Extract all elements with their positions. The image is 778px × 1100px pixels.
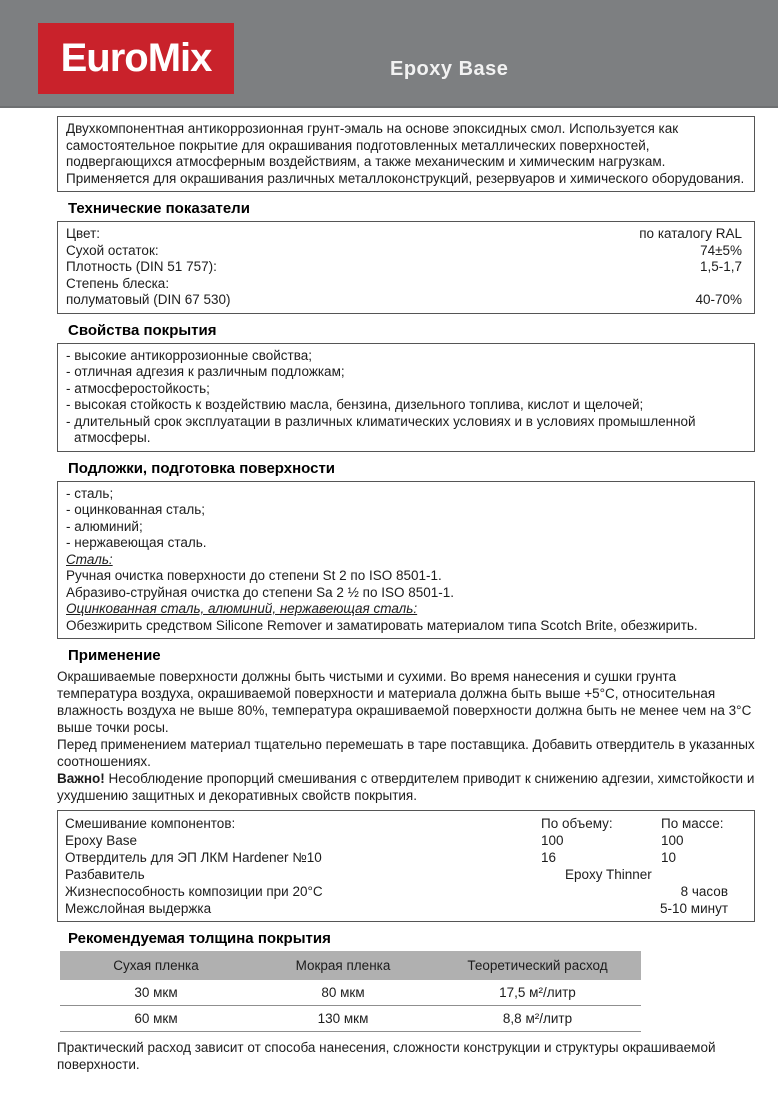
spec-value: 40-70% <box>695 292 742 307</box>
mixing-table <box>57 810 755 922</box>
substrates-heading: Подложки, подготовка поверхности <box>68 459 336 477</box>
thickness-wet-value: 130 мкм <box>252 1006 434 1032</box>
spec-label: полуматовый (DIN 67 530) <box>66 292 231 307</box>
thickness-header-row <box>60 951 641 980</box>
intro-box <box>57 116 755 192</box>
application-paragraph: Окрашиваемые поверхности должны быть чистыми и сухими. Во время нанесения и сушки грунта температура воздуха, окрашиваемой поверхности и материала должна быть выше +5°С, относительная влажность воздуха не выше 80%, температура окрашиваемой поверхности должна быть не менее чем на 3°С выше точки росы. <box>57 669 752 735</box>
properties-box <box>57 343 755 452</box>
thickness-dry-value: 30 мкм <box>60 980 252 1006</box>
interlayer-row <box>58 900 754 917</box>
spec-value: по каталогу RAL <box>639 226 742 241</box>
product-title: Epoxy Base <box>390 58 509 80</box>
spec-value <box>742 276 746 293</box>
page-header <box>0 0 778 108</box>
mixing-header-row <box>58 815 754 832</box>
euromix-logo <box>38 23 234 94</box>
substrate-item: - алюминий; <box>66 518 143 534</box>
intro-text: Двухкомпонентная антикоррозионная грунт-эмаль на основе эпоксидных смол. Используется как самостоятельное покрытие для окрашивания подготовленных металлических поверхностей, подвергающихся атмосферным воздействиям, а также механическим и химическим нагрузкам. Применяется для окрашивания различных металлоконструкций, резервуаров и химического оборудования. <box>66 121 745 186</box>
thickness-row <box>60 980 641 1006</box>
application-text <box>57 668 755 804</box>
thickness-row <box>60 1006 641 1032</box>
tech-table <box>57 221 755 314</box>
substrate-subheading-steel: Сталь: <box>66 551 113 567</box>
spec-value: 74±5% <box>700 242 742 258</box>
mixing-mass: 100 <box>661 833 684 848</box>
potlife-row <box>58 883 754 900</box>
mixing-label: Разбавитель <box>65 867 145 882</box>
spec-row <box>66 259 746 276</box>
thinner-value: Epoxy Thinner <box>565 867 652 882</box>
spec-row <box>66 226 746 243</box>
substrate-instruction: Абразиво-струйная очистка до степени Sa 2 ½ по ISO 8501-1. <box>66 584 455 600</box>
thickness-table <box>60 951 641 1032</box>
logo-text: EuroMix <box>60 36 212 80</box>
mixing-label: Жизнеспособность композиции при 20°С <box>65 884 323 899</box>
tech-heading: Технические показатели <box>68 200 250 217</box>
thickness-consumption-value: 17,5 м²/литр <box>434 980 641 1006</box>
property-item: - атмосферостойкость; <box>66 380 210 396</box>
application-important <box>57 770 755 804</box>
application-heading: Применение <box>68 647 161 664</box>
thinner-row <box>58 866 754 883</box>
content-area <box>57 108 755 1073</box>
important-text: Несоблюдение пропорций смешивания с отвердителем приводит к снижению адгезии, химстойкости и ухудшению защитных и декоративных свойств покрытия. <box>57 771 755 803</box>
spec-label: Плотность (DIN 51 757): <box>66 259 217 274</box>
substrates-box <box>57 481 755 640</box>
important-label: Важно! <box>57 771 105 786</box>
spec-row <box>66 292 746 309</box>
thickness-heading: Рекомендуемая толщина покрытия <box>68 930 331 947</box>
mixing-volume: 100 <box>541 833 564 848</box>
spec-value: 1,5-1,7 <box>699 259 742 274</box>
mixing-label: Отвердитель для ЭП ЛКМ Hardener №10 <box>65 850 322 865</box>
interlayer-value: 5-10 минут <box>660 901 728 916</box>
substrate-subheading-galvanized: Оцинкованная сталь, алюминий, нержавеющая сталь: <box>66 601 418 616</box>
property-item: - длительный срок эксплуатации в различных климатических условиях и в условиях промышленной атмосферы. <box>66 413 696 445</box>
mixing-row <box>58 832 754 849</box>
thickness-consumption-value: 8,8 м²/литр <box>434 1006 641 1032</box>
substrate-item: - оцинкованная сталь; <box>66 502 206 517</box>
properties-heading: Свойства покрытия <box>68 321 217 339</box>
mixing-label: Epoxy Base <box>65 833 138 848</box>
property-item: - отличная адгезия к различным подложкам; <box>66 364 345 379</box>
practical-consumption-note: Практический расход зависит от способа нанесения, сложности конструкции и структуры окрашиваемой поверхности. <box>57 1040 716 1072</box>
mixing-mass: 10 <box>661 850 677 865</box>
thickness-dry-value: 60 мкм <box>60 1006 252 1032</box>
mixing-col-volume: По объему: <box>541 816 613 831</box>
spec-label: Сухой остаток: <box>66 242 159 258</box>
application-paragraph: Перед применением материал тщательно перемешать в таре поставщика. Добавить отвердитель в указанных соотношениях. <box>57 737 755 769</box>
substrate-instruction: Обезжирить средством Silicone Remover и заматировать материалом типа Scotch Brite, обезжирить. <box>66 617 698 633</box>
mixing-row <box>58 849 754 866</box>
thickness-wet-value: 80 мкм <box>252 980 434 1006</box>
spec-label: Цвет: <box>66 226 101 241</box>
thickness-col-dry: Сухая пленка <box>60 951 252 980</box>
property-item: - высокие антикоррозионные свойства; <box>66 347 313 363</box>
thickness-col-consumption: Теоретический расход <box>434 951 641 980</box>
mixing-volume: 16 <box>541 850 557 865</box>
property-item: - высокая стойкость к воздействию масла, бензина, дизельного топлива, кислот и щелочей; <box>66 397 644 412</box>
mixing-col-mass: По массе: <box>661 816 724 831</box>
spec-label: Степень блеска: <box>66 275 170 291</box>
mixing-label: Смешивание компонентов: <box>65 816 236 831</box>
substrate-item: - нержавеющая сталь. <box>66 535 207 550</box>
thickness-col-wet: Мокрая пленка <box>252 951 434 980</box>
substrate-instruction: Ручная очистка поверхности до степени St 2 по ISO 8501-1. <box>66 568 442 583</box>
substrate-item: - сталь; <box>66 485 114 501</box>
mixing-label: Межслойная выдержка <box>65 901 212 916</box>
spec-row <box>66 243 746 260</box>
spec-row <box>66 276 746 293</box>
potlife-value: 8 часов <box>680 884 728 899</box>
